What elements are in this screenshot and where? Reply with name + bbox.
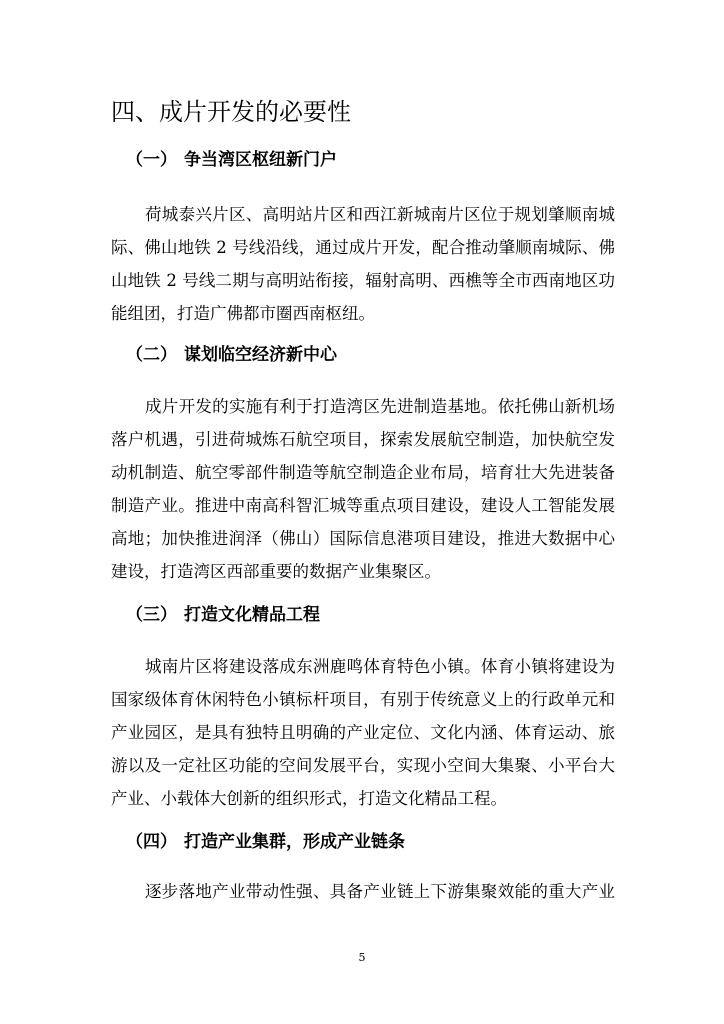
paragraph-line: 建设，打造湾区西部重要的数据产业集聚区。 bbox=[111, 562, 441, 581]
section-title: 打造产业集群，形成产业链条 bbox=[184, 832, 405, 852]
page-number: 5 bbox=[358, 951, 366, 964]
paragraph-line: 落户机遇，引进荷城炼石航空项目，探索发展航空制造，加快航空发 bbox=[111, 430, 615, 449]
section-title: 打造文化精品工程 bbox=[184, 605, 320, 625]
paragraph-line: 荷城泰兴片区、高明站片区和西江新城南片区位于规划肇顺南城 bbox=[145, 205, 615, 224]
chapter-title: 四、成片开发的必要性 bbox=[111, 98, 351, 126]
paragraph-line: 产业、小载体大创新的组织形式，打造文化精品工程。 bbox=[111, 789, 507, 808]
section-number: （四） bbox=[126, 832, 177, 852]
section-heading-3 bbox=[126, 603, 320, 627]
paragraph-line: 际、佛山地铁 2 号线沿线，通过成片开发，配合推动肇顺南城际、佛 bbox=[111, 238, 615, 257]
paragraph-line: 国家级体育休闲特色小镇标杆项目，有别于传统意义上的行政单元和 bbox=[111, 690, 615, 709]
section-heading-4 bbox=[126, 830, 405, 854]
paragraph-line: 游以及一定社区功能的空间发展平台，实现小空间大集聚、小平台大 bbox=[111, 756, 615, 775]
section-number: （二） bbox=[126, 345, 177, 365]
paragraph-line: 山地铁 2 号线二期与高明站衔接，辐射高明、西樵等全市西南地区功 bbox=[111, 271, 615, 290]
section-number: （一） bbox=[126, 150, 177, 170]
section-number: （三） bbox=[126, 605, 177, 625]
section-paragraph-3 bbox=[111, 650, 615, 815]
paragraph-line: 动机制造、航空零部件制造等航空制造企业布局，培育壮大先进装备 bbox=[111, 463, 615, 482]
paragraph-line: 逐步落地产业带动性强、具备产业链上下游集聚效能的重大产业 bbox=[145, 882, 615, 901]
paragraph-line: 成片开发的实施有利于打造湾区先进制造基地。依托佛山新机场 bbox=[145, 397, 615, 416]
section-title: 争当湾区枢纽新门户 bbox=[184, 150, 337, 170]
section-heading-2 bbox=[126, 343, 337, 367]
section-paragraph-1 bbox=[111, 198, 615, 330]
paragraph-line: 产业园区，是具有独特且明确的产业定位、文化内涵、体育运动、旅 bbox=[111, 723, 615, 742]
section-heading-1 bbox=[126, 148, 337, 172]
section-paragraph-2 bbox=[111, 390, 615, 588]
section-paragraph-4 bbox=[111, 875, 615, 908]
paragraph-line: 高地；加快推进润泽（佛山）国际信息港项目建设，推进大数据中心 bbox=[111, 529, 615, 548]
paragraph-line: 城南片区将建设落成东洲鹿鸣体育特色小镇。体育小镇将建设为 bbox=[145, 657, 615, 676]
section-title: 谋划临空经济新中心 bbox=[184, 345, 337, 365]
paragraph-line: 能组团，打造广佛都市圈西南枢纽。 bbox=[111, 304, 375, 323]
paragraph-line: 制造产业。推进中南高科智汇城等重点项目建设，建设人工智能发展 bbox=[111, 496, 615, 515]
